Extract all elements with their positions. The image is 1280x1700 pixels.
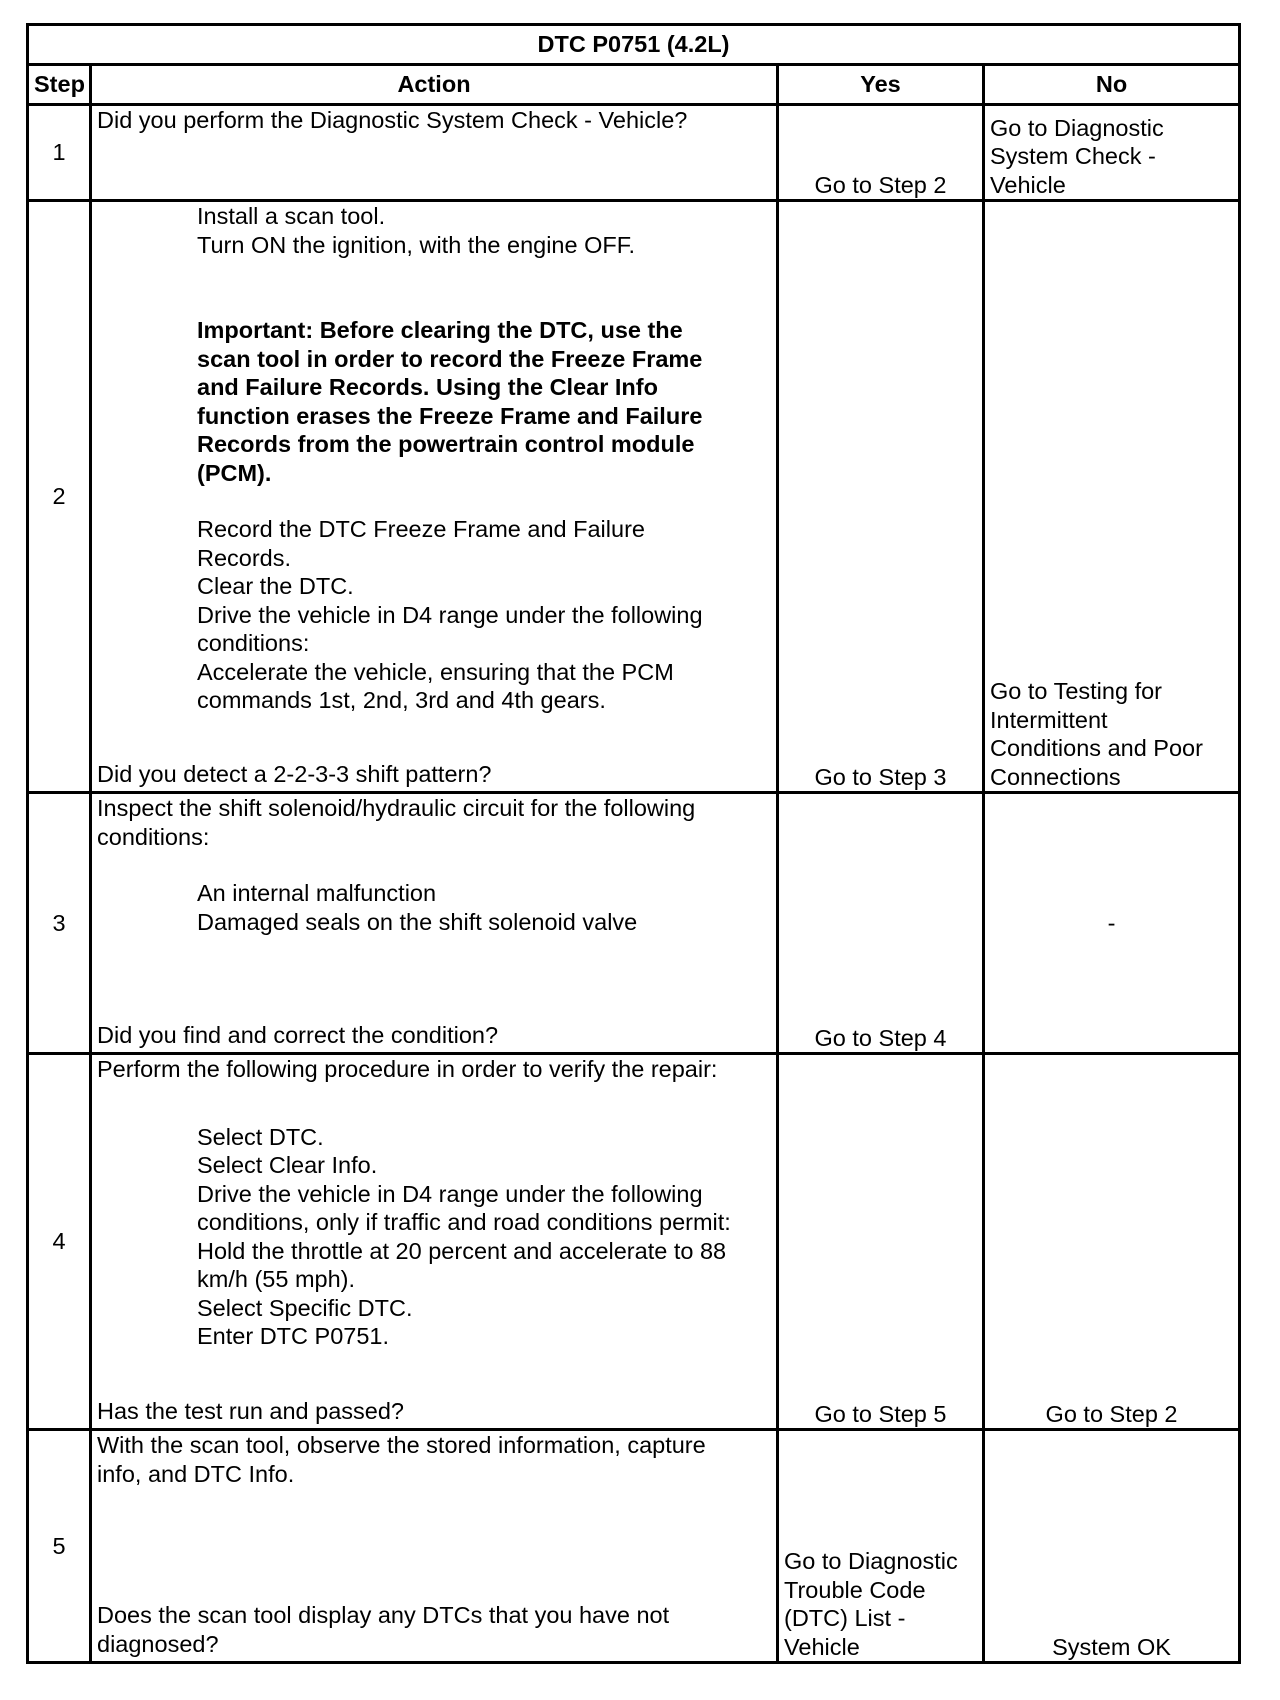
yes-cell	[778, 1430, 984, 1663]
important-line: function erases the Freeze Frame and Failure	[197, 402, 703, 429]
action-question: Did you find and correct the condition?	[97, 1021, 499, 1048]
no-text-line: Conditions and Poor	[990, 735, 1203, 761]
procedure-step: commands 1st, 2nd, 3rd and 4th gears.	[197, 687, 606, 713]
dtc-table	[26, 23, 1241, 1664]
procedure-step: Install a scan tool.	[197, 203, 386, 229]
table-title: DTC P0751 (4.2L)	[28, 25, 1240, 65]
table-row	[28, 793, 1240, 1054]
procedure-step: Select Specific DTC.	[197, 1294, 413, 1321]
action-intro-line: Inspect the shift solenoid/hydraulic circuit for the following	[97, 795, 696, 821]
action-cell	[91, 105, 778, 201]
procedure-step: Clear the DTC.	[197, 573, 354, 599]
action-question: Did you detect a 2-2-3-3 shift pattern?	[97, 760, 492, 787]
header-yes: Yes	[778, 65, 984, 105]
table-row	[28, 1430, 1240, 1663]
procedure-step: Records.	[197, 544, 292, 571]
yes-text-line: (DTC) List -	[784, 1605, 906, 1631]
table-row	[28, 1054, 1240, 1430]
important-line: Records from the powertrain control module	[197, 431, 695, 457]
action-cell	[91, 201, 778, 793]
no-cell	[984, 105, 1240, 201]
action-question-line: Does the scan tool display any DTCs that you have not	[97, 1602, 670, 1628]
no-text-line: Intermittent	[990, 706, 1108, 733]
procedure-step: conditions, only if traffic and road conditions permit:	[197, 1209, 731, 1235]
yes-text-line: Trouble Code	[784, 1576, 926, 1603]
procedure-step: Select DTC.	[197, 1123, 324, 1150]
important-line: scan tool in order to record the Freeze Frame	[197, 345, 703, 372]
action-cell	[91, 1430, 778, 1663]
action-intro-line: conditions:	[97, 823, 210, 850]
no-text-line: Vehicle	[990, 171, 1066, 198]
step-number: 1	[28, 105, 91, 201]
procedure-step: conditions:	[197, 630, 310, 656]
procedure-step: Accelerate the vehicle, ensuring that the PCM	[197, 658, 674, 685]
no-text-line: Connections	[990, 763, 1121, 790]
no-text-line: System Check -	[990, 143, 1156, 169]
step-number: 4	[28, 1054, 91, 1430]
important-line: and Failure Records. Using the Clear Info	[197, 374, 658, 400]
no-cell: -	[984, 793, 1240, 1054]
step-number: 5	[28, 1430, 91, 1663]
procedure-step: Select Clear Info.	[197, 1152, 378, 1178]
table-row	[28, 105, 1240, 201]
procedure-step: Drive the vehicle in D4 range under the following	[197, 601, 703, 628]
yes-text-line: Go to Diagnostic	[784, 1548, 958, 1574]
action-question-line: diagnosed?	[97, 1630, 219, 1657]
action-intro-line: Perform the following procedure in order to verify the repair:	[97, 1056, 718, 1082]
table-row	[28, 201, 1240, 793]
no-cell	[984, 201, 1240, 793]
action-intro-line: info, and DTC Info.	[97, 1460, 295, 1487]
action-question	[97, 1601, 669, 1658]
procedure-step: Drive the vehicle in D4 range under the following	[197, 1180, 703, 1207]
yes-cell: Go to Step 3	[778, 201, 984, 793]
step-number: 3	[28, 793, 91, 1054]
action-cell	[91, 793, 778, 1054]
procedure-step: Enter DTC P0751.	[197, 1323, 390, 1349]
yes-cell: Go to Step 2	[778, 105, 984, 201]
no-text-line: Go to Testing for	[990, 678, 1162, 704]
no-cell: System OK	[984, 1430, 1240, 1663]
no-text-line: Go to Diagnostic	[990, 114, 1164, 141]
condition-list	[97, 879, 771, 936]
yes-text-line: Vehicle	[784, 1633, 860, 1660]
header-no: No	[984, 65, 1240, 105]
important-line: (PCM).	[197, 459, 272, 486]
condition-item: An internal malfunction	[197, 880, 437, 906]
important-note	[197, 316, 771, 487]
procedure-step: Hold the throttle at 20 percent and accelerate to 88	[197, 1237, 727, 1264]
procedure-step: km/h (55 mph).	[197, 1266, 356, 1292]
action-question: Has the test run and passed?	[97, 1397, 405, 1424]
step-number: 2	[28, 201, 91, 793]
yes-cell: Go to Step 4	[778, 793, 984, 1054]
action-intro-line: With the scan tool, observe the stored information, capture	[97, 1432, 706, 1458]
procedure-step: Record the DTC Freeze Frame and Failure	[197, 516, 645, 542]
action-cell	[91, 1054, 778, 1430]
important-line: Important: Before clearing the DTC, use the	[197, 317, 683, 343]
procedure-list	[97, 1123, 771, 1351]
procedure-list	[97, 202, 771, 715]
header-action: Action	[91, 65, 778, 105]
no-cell: Go to Step 2	[984, 1054, 1240, 1430]
condition-item: Damaged seals on the shift solenoid valve	[197, 908, 638, 935]
header-step: Step	[28, 65, 91, 105]
procedure-step: Turn ON the ignition, with the engine OFF.	[197, 231, 636, 258]
action-question: Did you perform the Diagnostic System Check - Vehicle?	[97, 107, 688, 133]
yes-cell: Go to Step 5	[778, 1054, 984, 1430]
header-row	[28, 65, 1240, 105]
